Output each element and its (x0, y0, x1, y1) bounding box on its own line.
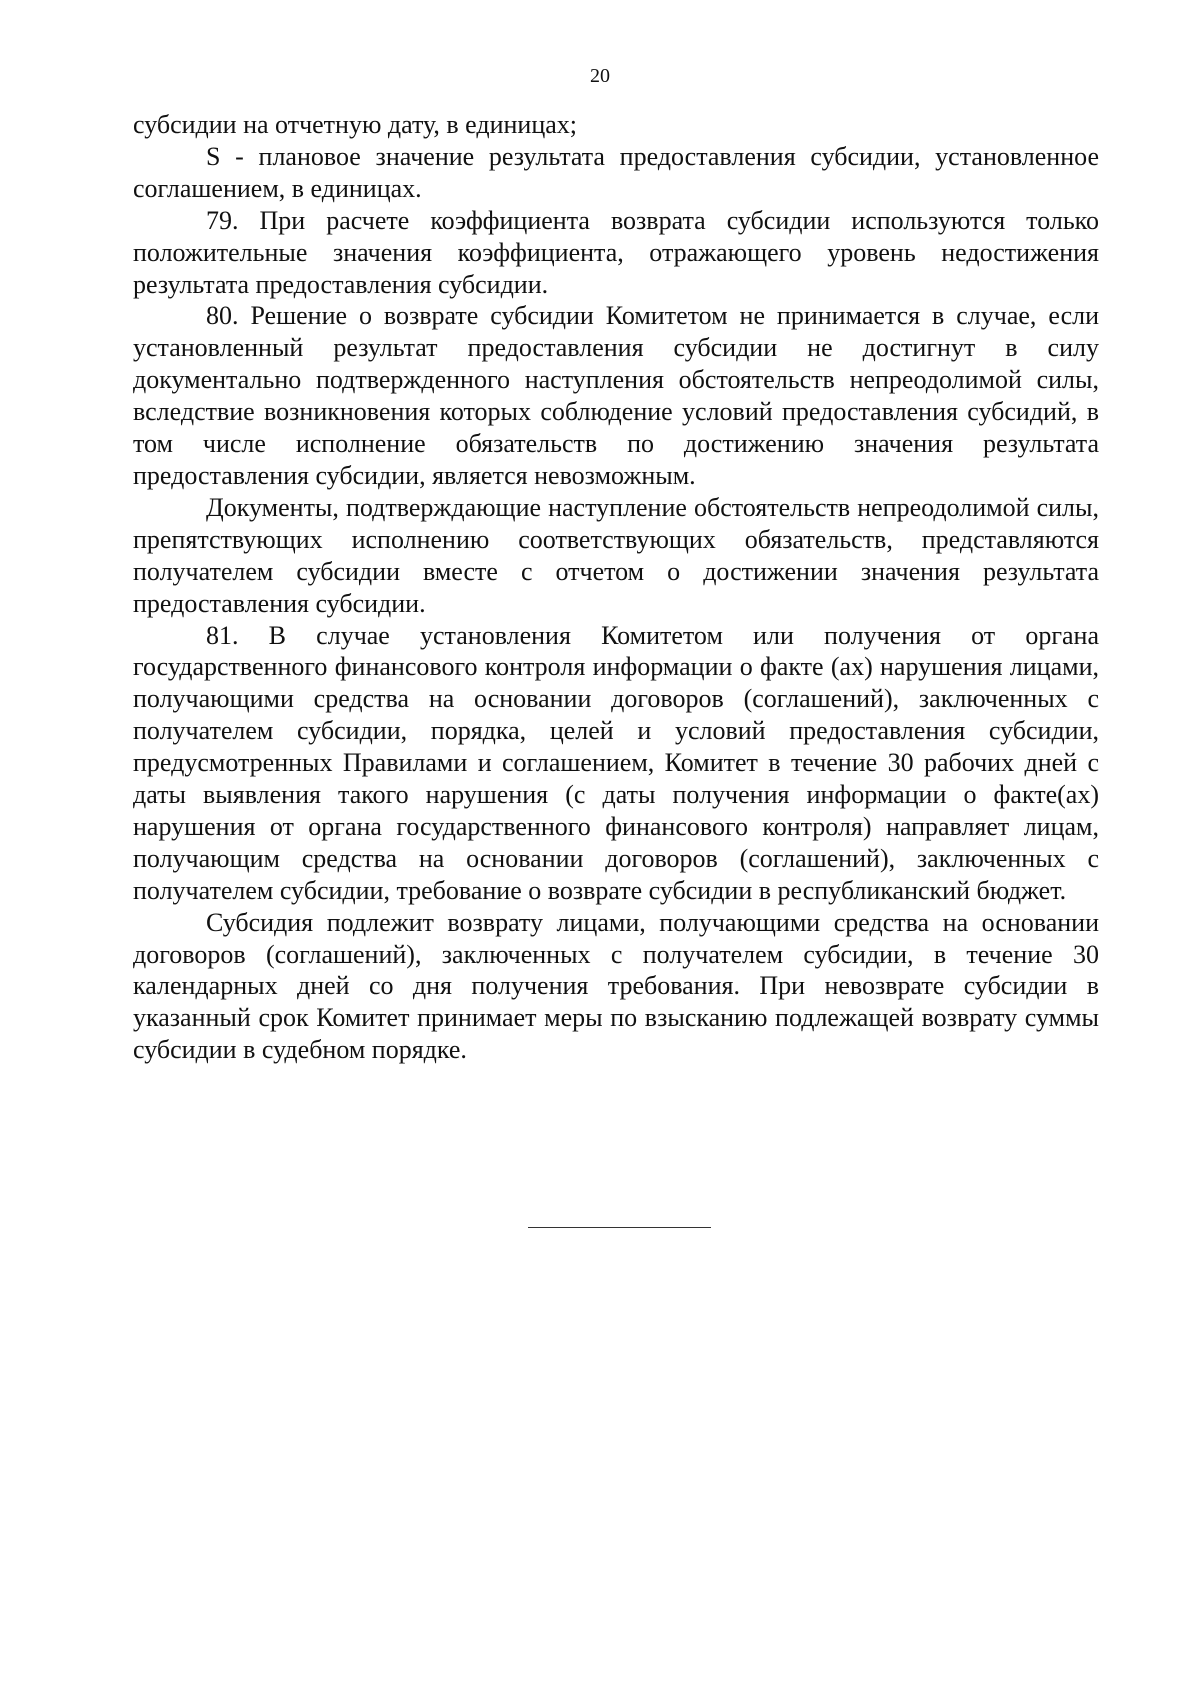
paragraph-79: 79. При расчете коэффициента возврата субсидии используются только положительные значения коэффициента, отражающего уровень недостижения результата предоставления субсидии. (133, 205, 1099, 299)
paragraph-s-definition: S - плановое значение результата предоставления субсидии, установленное соглашением, в единицах. (133, 141, 1099, 203)
paragraph-force-majeure-documents: Документы, подтверждающие наступление обстоятельств непреодолимой силы, препятствующих исполнению соответствующих обязательств, представляются получателем субсидии вместе с отчетом о достижении значения результата предоставления субсидии. (133, 492, 1099, 618)
page-number: 20 (590, 65, 610, 87)
paragraph-refund: Субсидия подлежит возврату лицами, получающими средства на основании договоров (соглашений), заключенных с получателем субсидии, в течение 30 календарных дней со дня получения требования. При невозврате субсидии в указанный срок Комитет принимает меры по взысканию подлежащей возврату суммы субсидии в судебном порядке. (133, 907, 1099, 1065)
document-body (133, 109, 1099, 1066)
paragraph-81: 81. В случае установления Комитетом или получения от органа государственного финансового контроля информации о факте (ах) нарушения лицами, получающими средства на основании договоров (соглашений), заключенных с получателем субсидии, порядка, целей и условий предоставления субсидии, предусмотренных Правилами и соглашением, Комитет в течение 30 рабочих дней с даты выявления такого нарушения (с даты получения информации о факте(ах) нарушения от органа государственного финансового контроля) направляет лицам, получающим средства на основании договоров (соглашений), заключенных с получателем субсидии, требование о возврате субсидии в республиканский бюджет. (133, 620, 1099, 905)
end-of-document-rule (528, 1227, 711, 1228)
paragraph-continuation: субсидии на отчетную дату, в единицах; (133, 110, 578, 139)
paragraph-80: 80. Решение о возврате субсидии Комитетом не принимается в случае, если установленный результат предоставления субсидии не достигнут в силу документально подтвержденного наступления обстоятельств непреодолимой силы, вследствие возникновения которых соблюдение условий предоставления субсидий, в том числе исполнение обязательств по достижению значения результата предоставления субсидии, является невозможным. (133, 301, 1099, 490)
